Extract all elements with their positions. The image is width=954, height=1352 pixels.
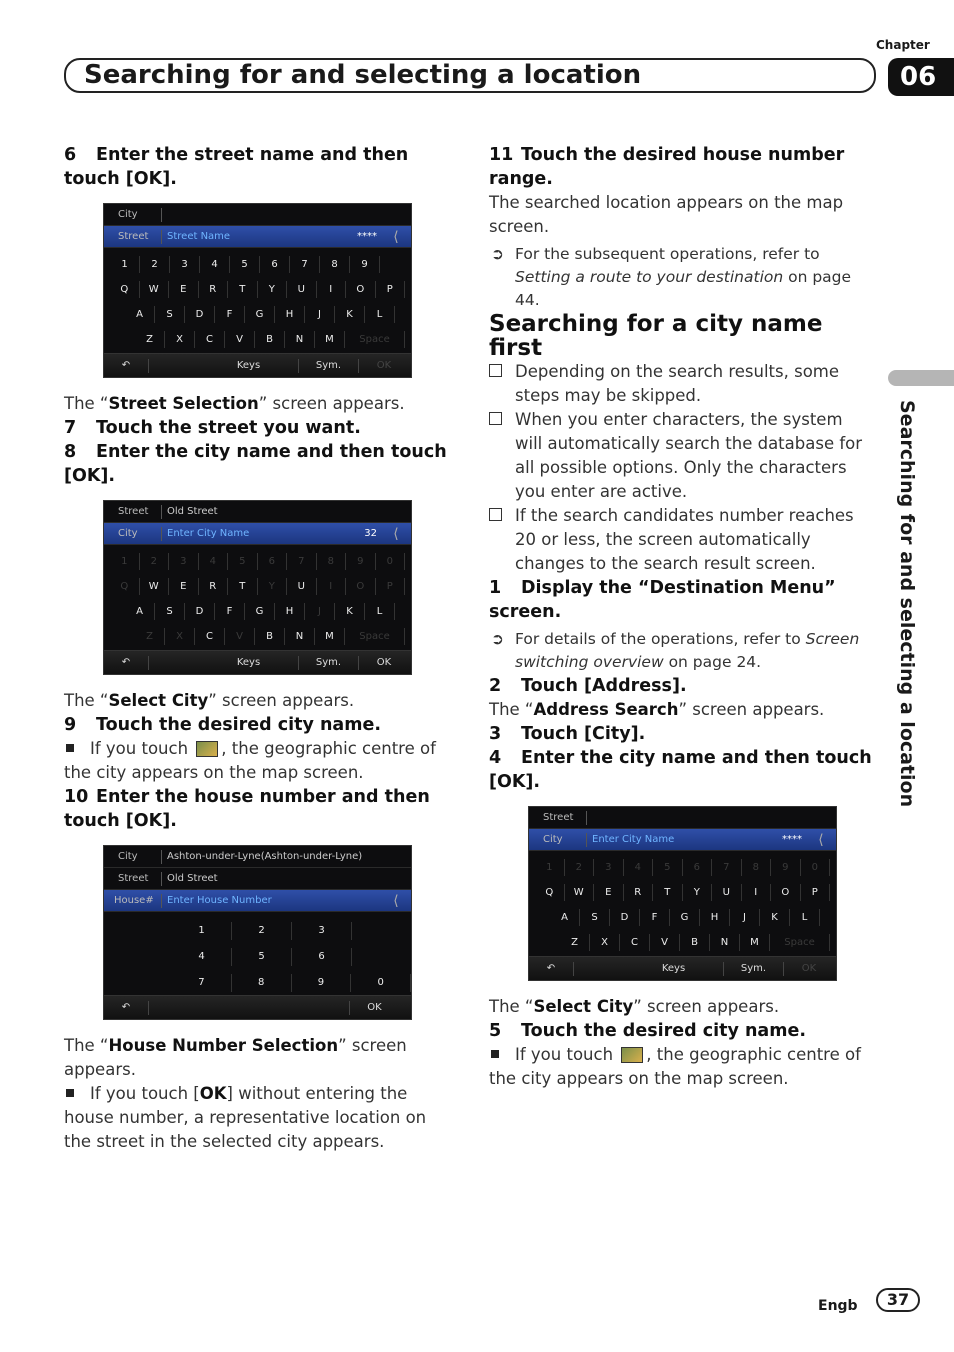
page-number: 37 bbox=[876, 1288, 920, 1312]
sym-button[interactable]: Sym. bbox=[299, 656, 359, 670]
house-number-screen bbox=[103, 845, 412, 1020]
ok-button[interactable]: OK bbox=[376, 359, 392, 371]
key[interactable]: Y bbox=[258, 281, 288, 298]
key[interactable]: 4 bbox=[199, 553, 229, 570]
key[interactable]: 8 bbox=[317, 553, 347, 570]
bullet-9: If you touch , the geographic centre of the city appears on the map screen. bbox=[64, 739, 436, 782]
space-key[interactable]: Space bbox=[345, 331, 405, 348]
section-heading: Searching for a city name first bbox=[489, 311, 823, 361]
key[interactable]: 7 bbox=[290, 256, 320, 273]
key[interactable]: K bbox=[760, 909, 790, 926]
ref-1: ➲ For details of the operations, refer to Screen switching overview on page 24. bbox=[489, 628, 874, 674]
key[interactable]: 9 bbox=[292, 974, 352, 992]
key[interactable]: Z bbox=[135, 628, 165, 645]
key-row-3 bbox=[110, 599, 405, 624]
key[interactable]: 2 bbox=[232, 922, 292, 940]
key-row-4 bbox=[110, 327, 405, 352]
rstep-1: 1 Display the “Destination Menu” screen. bbox=[489, 578, 836, 622]
key[interactable]: L bbox=[790, 909, 820, 926]
screen-row-label: Street bbox=[110, 505, 162, 519]
key[interactable]: D bbox=[610, 909, 640, 926]
key[interactable]: L bbox=[365, 603, 395, 620]
city-name-field[interactable]: Enter City Name bbox=[167, 527, 250, 539]
key[interactable]: J bbox=[305, 306, 335, 323]
right-column bbox=[489, 143, 874, 1091]
key[interactable]: 5 bbox=[232, 948, 292, 966]
back-icon[interactable]: ↶ bbox=[529, 962, 574, 976]
key[interactable]: V bbox=[225, 628, 255, 645]
screen-row-label: Street bbox=[535, 811, 587, 825]
bullet-5: If you touch , the geographic centre of the city appears on the map screen. bbox=[489, 1045, 861, 1088]
map-icon bbox=[621, 1047, 643, 1063]
bullet-icon bbox=[66, 744, 74, 752]
city-first-screen bbox=[528, 806, 837, 981]
city-name-screen bbox=[103, 500, 412, 675]
house-number-field[interactable]: Enter House Number bbox=[167, 894, 272, 906]
step-11-text: The searched location appears on the map screen. bbox=[489, 193, 844, 236]
key[interactable]: Q bbox=[110, 281, 140, 298]
key[interactable]: X bbox=[590, 934, 620, 951]
ref-11: ➲ For the subsequent operations, refer to Setting a route to your destination on page 44. bbox=[489, 243, 874, 312]
checkbox-icon bbox=[489, 412, 502, 425]
key[interactable]: X bbox=[165, 628, 195, 645]
key[interactable]: G bbox=[245, 603, 275, 620]
backspace-icon[interactable]: ⟨ bbox=[393, 892, 399, 909]
sym-button[interactable]: Sym. bbox=[724, 962, 784, 976]
key[interactable]: A bbox=[125, 603, 155, 620]
key[interactable]: 1 bbox=[535, 859, 565, 876]
key[interactable]: G bbox=[245, 306, 275, 323]
key-row-3 bbox=[535, 905, 830, 930]
key[interactable]: 2 bbox=[140, 553, 170, 570]
key[interactable]: T bbox=[228, 281, 258, 298]
note-2: When you enter characters, the system will automatically search the database for all possible options. Only the characters you enter are active. bbox=[489, 408, 874, 504]
key[interactable]: L bbox=[365, 306, 395, 323]
key[interactable]: 9 bbox=[771, 859, 801, 876]
screen-row-label: House# bbox=[110, 894, 162, 908]
chapter-number: 06 bbox=[888, 58, 954, 96]
key[interactable]: A bbox=[125, 306, 155, 323]
num-row-2 bbox=[104, 944, 411, 970]
key[interactable]: C bbox=[195, 331, 225, 348]
arrow-icon: ➲ bbox=[491, 245, 504, 263]
page-title: Searching for and selecting a location bbox=[64, 58, 876, 93]
key[interactable]: K bbox=[335, 603, 365, 620]
key[interactable]: O bbox=[771, 884, 801, 901]
key[interactable]: W bbox=[140, 281, 170, 298]
key[interactable]: E bbox=[169, 281, 199, 298]
side-title: Searching for and selecting a location bbox=[896, 400, 918, 808]
checkbox-icon bbox=[489, 364, 502, 377]
key[interactable]: R bbox=[624, 884, 654, 901]
key[interactable]: 3 bbox=[292, 922, 352, 940]
key[interactable]: M bbox=[315, 331, 345, 348]
key[interactable]: P bbox=[801, 884, 831, 901]
key[interactable]: N bbox=[285, 331, 315, 348]
back-icon[interactable]: ↶ bbox=[104, 359, 149, 373]
space-key[interactable]: Space bbox=[770, 934, 830, 951]
key[interactable]: U bbox=[287, 578, 317, 595]
street-name-screen bbox=[103, 203, 412, 378]
key[interactable]: 8 bbox=[742, 859, 772, 876]
key[interactable]: Q bbox=[535, 884, 565, 901]
screen-row-value: Old Street bbox=[167, 872, 218, 884]
street-name-field[interactable]: Street Name bbox=[167, 230, 231, 242]
key[interactable]: 6 bbox=[258, 553, 288, 570]
key[interactable]: J bbox=[730, 909, 760, 926]
key[interactable]: 3 bbox=[170, 256, 200, 273]
city-name-field[interactable]: Enter City Name bbox=[592, 833, 675, 845]
screen-row-value: Old Street bbox=[167, 505, 218, 517]
key[interactable]: Y bbox=[683, 884, 713, 901]
step-10: 10 Enter the house number and then touch [OK]. bbox=[64, 787, 430, 831]
note-3: If the search candidates number reaches 20 or less, the screen automatically changes to the search result screen. bbox=[489, 504, 874, 576]
screen-row-label: Street bbox=[110, 872, 162, 886]
ok-button[interactable]: OK bbox=[349, 1001, 399, 1015]
rstep-5: 5 Touch the desired city name. bbox=[489, 1021, 806, 1041]
key[interactable]: 4 bbox=[172, 948, 232, 966]
rstep-2: 2 Touch [Address]. bbox=[489, 676, 687, 696]
space-key[interactable]: Space bbox=[345, 628, 405, 645]
screen-row-label: City bbox=[110, 527, 162, 541]
key[interactable]: 1 bbox=[110, 256, 140, 273]
key[interactable]: 7 bbox=[712, 859, 742, 876]
key[interactable]: C bbox=[195, 628, 225, 645]
key[interactable]: 4 bbox=[624, 859, 654, 876]
backspace-icon[interactable]: ⟨ bbox=[393, 228, 399, 245]
key-row-2 bbox=[535, 880, 830, 905]
left-column bbox=[64, 143, 448, 1154]
key[interactable]: H bbox=[700, 909, 730, 926]
key[interactable]: E bbox=[594, 884, 624, 901]
key[interactable]: 3 bbox=[169, 553, 199, 570]
key[interactable]: I bbox=[317, 578, 347, 595]
key[interactable]: 1 bbox=[172, 922, 232, 940]
footer-lang: Engb bbox=[818, 1298, 858, 1314]
key[interactable]: B bbox=[680, 934, 710, 951]
key[interactable]: B bbox=[255, 331, 285, 348]
key[interactable]: V bbox=[650, 934, 680, 951]
ok-button[interactable]: OK bbox=[376, 656, 392, 668]
key[interactable]: P bbox=[376, 281, 406, 298]
key[interactable]: 0 bbox=[376, 553, 406, 570]
back-icon[interactable]: ↶ bbox=[104, 656, 149, 670]
key[interactable]: H bbox=[275, 603, 305, 620]
key[interactable]: 6 bbox=[292, 948, 352, 966]
key[interactable]: R bbox=[199, 281, 229, 298]
key[interactable]: 2 bbox=[565, 859, 595, 876]
screen-row-value: Ashton-under-Lyne(Ashton-under-Lyne) bbox=[167, 850, 363, 862]
num-row-1 bbox=[104, 918, 411, 944]
key[interactable]: 0 bbox=[801, 859, 831, 876]
step-11: 11 Touch the desired house number range. bbox=[489, 145, 845, 189]
key[interactable]: U bbox=[712, 884, 742, 901]
key[interactable]: Z bbox=[135, 331, 165, 348]
bullet-icon bbox=[491, 1050, 499, 1058]
key-row-1 bbox=[110, 252, 405, 277]
key[interactable]: V bbox=[225, 331, 255, 348]
back-icon[interactable]: ↶ bbox=[104, 1001, 149, 1015]
street-selection-text: The “Street Selection” screen appears. bbox=[64, 394, 405, 413]
key-row-1 bbox=[110, 549, 405, 574]
key[interactable]: 5 bbox=[228, 553, 258, 570]
key[interactable]: C bbox=[620, 934, 650, 951]
screen-row-label: City bbox=[110, 850, 162, 864]
key[interactable]: 9 bbox=[350, 256, 380, 273]
key[interactable]: I bbox=[317, 281, 347, 298]
key[interactable]: 1 bbox=[110, 553, 140, 570]
key[interactable]: 4 bbox=[200, 256, 230, 273]
key[interactable]: W bbox=[565, 884, 595, 901]
key[interactable]: W bbox=[140, 578, 170, 595]
key[interactable]: 6 bbox=[260, 256, 290, 273]
key[interactable]: G bbox=[670, 909, 700, 926]
key[interactable]: U bbox=[287, 281, 317, 298]
key[interactable]: 7 bbox=[287, 553, 317, 570]
key[interactable]: M bbox=[315, 628, 345, 645]
char-count: **** bbox=[357, 230, 377, 242]
screen-row-label: City bbox=[535, 833, 587, 847]
key[interactable]: H bbox=[275, 306, 305, 323]
key[interactable]: O bbox=[346, 578, 376, 595]
step-8: 8 Enter the city name and then touch [OK]. bbox=[64, 442, 447, 486]
key[interactable]: 0 bbox=[351, 974, 411, 992]
key[interactable]: 3 bbox=[594, 859, 624, 876]
key-row-2 bbox=[110, 277, 405, 302]
key[interactable]: N bbox=[710, 934, 740, 951]
note-1: Depending on the search results, some steps may be skipped. bbox=[489, 360, 874, 408]
key[interactable]: K bbox=[335, 306, 365, 323]
key[interactable]: E bbox=[169, 578, 199, 595]
key[interactable]: 8 bbox=[232, 974, 292, 992]
chapter-label: Chapter bbox=[876, 38, 930, 52]
backspace-icon[interactable]: ⟨ bbox=[393, 525, 399, 542]
key[interactable]: 9 bbox=[346, 553, 376, 570]
house-number-text: The “House Number Selection” screen appears. bbox=[64, 1036, 407, 1079]
key[interactable]: J bbox=[305, 603, 335, 620]
key[interactable]: Z bbox=[560, 934, 590, 951]
ok-button[interactable]: OK bbox=[801, 962, 817, 974]
key-row-1 bbox=[535, 855, 830, 880]
key[interactable]: F bbox=[215, 306, 245, 323]
sym-button[interactable]: Sym. bbox=[299, 359, 359, 373]
rstep-3: 3 Touch [City]. bbox=[489, 724, 646, 744]
map-icon bbox=[196, 741, 218, 757]
char-count: 32 bbox=[364, 527, 377, 539]
bullet-10: If you touch [OK] without entering the house number, a representative location on the street in the selected city appears. bbox=[64, 1084, 427, 1151]
key[interactable]: Q bbox=[110, 578, 140, 595]
select-city-text-2: The “Select City” screen appears. bbox=[489, 997, 780, 1016]
key[interactable]: S bbox=[580, 909, 610, 926]
key[interactable]: P bbox=[376, 578, 406, 595]
key[interactable]: 8 bbox=[320, 256, 350, 273]
key[interactable]: 6 bbox=[683, 859, 713, 876]
key[interactable]: T bbox=[653, 884, 683, 901]
key-row-3 bbox=[110, 302, 405, 327]
key[interactable]: N bbox=[285, 628, 315, 645]
num-row-3 bbox=[104, 970, 411, 996]
keys-button[interactable]: Keys bbox=[199, 656, 299, 670]
key[interactable]: A bbox=[550, 909, 580, 926]
key[interactable]: 5 bbox=[653, 859, 683, 876]
key[interactable]: I bbox=[742, 884, 772, 901]
key[interactable]: 7 bbox=[172, 974, 232, 992]
key[interactable]: M bbox=[740, 934, 770, 951]
key[interactable]: S bbox=[155, 603, 185, 620]
key[interactable]: T bbox=[228, 578, 258, 595]
key[interactable]: 5 bbox=[230, 256, 260, 273]
step-9: 9 Touch the desired city name. bbox=[64, 715, 381, 735]
keys-button[interactable]: Keys bbox=[199, 359, 299, 373]
key[interactable]: 2 bbox=[140, 256, 170, 273]
key[interactable]: X bbox=[165, 331, 195, 348]
step-7: 7 Touch the street you want. bbox=[64, 418, 361, 438]
screen-row-label: Street bbox=[110, 230, 162, 244]
select-city-text: The “Select City” screen appears. bbox=[64, 691, 355, 710]
step-6: 6 Enter the street name and then touch [OK]. bbox=[64, 145, 409, 189]
key-row-4 bbox=[535, 930, 830, 955]
key[interactable]: D bbox=[185, 306, 215, 323]
backspace-icon[interactable]: ⟨ bbox=[818, 831, 824, 848]
side-tab bbox=[888, 370, 954, 386]
key[interactable]: D bbox=[185, 603, 215, 620]
address-search-text: The “Address Search” screen appears. bbox=[489, 700, 825, 719]
arrow-icon: ➲ bbox=[491, 630, 504, 648]
key[interactable]: Y bbox=[258, 578, 288, 595]
keys-button[interactable]: Keys bbox=[624, 962, 724, 976]
key[interactable]: B bbox=[255, 628, 285, 645]
bullet-icon bbox=[66, 1089, 74, 1097]
char-count: **** bbox=[782, 833, 802, 845]
rstep-4: 4 Enter the city name and then touch [OK]. bbox=[489, 748, 872, 792]
screen-row-label: City bbox=[110, 208, 162, 222]
key-row-4 bbox=[110, 624, 405, 649]
key-row-2 bbox=[110, 574, 405, 599]
checkbox-icon bbox=[489, 508, 502, 521]
key[interactable]: S bbox=[155, 306, 185, 323]
key[interactable]: F bbox=[640, 909, 670, 926]
key[interactable]: R bbox=[199, 578, 229, 595]
key[interactable]: O bbox=[346, 281, 376, 298]
key[interactable]: F bbox=[215, 603, 245, 620]
